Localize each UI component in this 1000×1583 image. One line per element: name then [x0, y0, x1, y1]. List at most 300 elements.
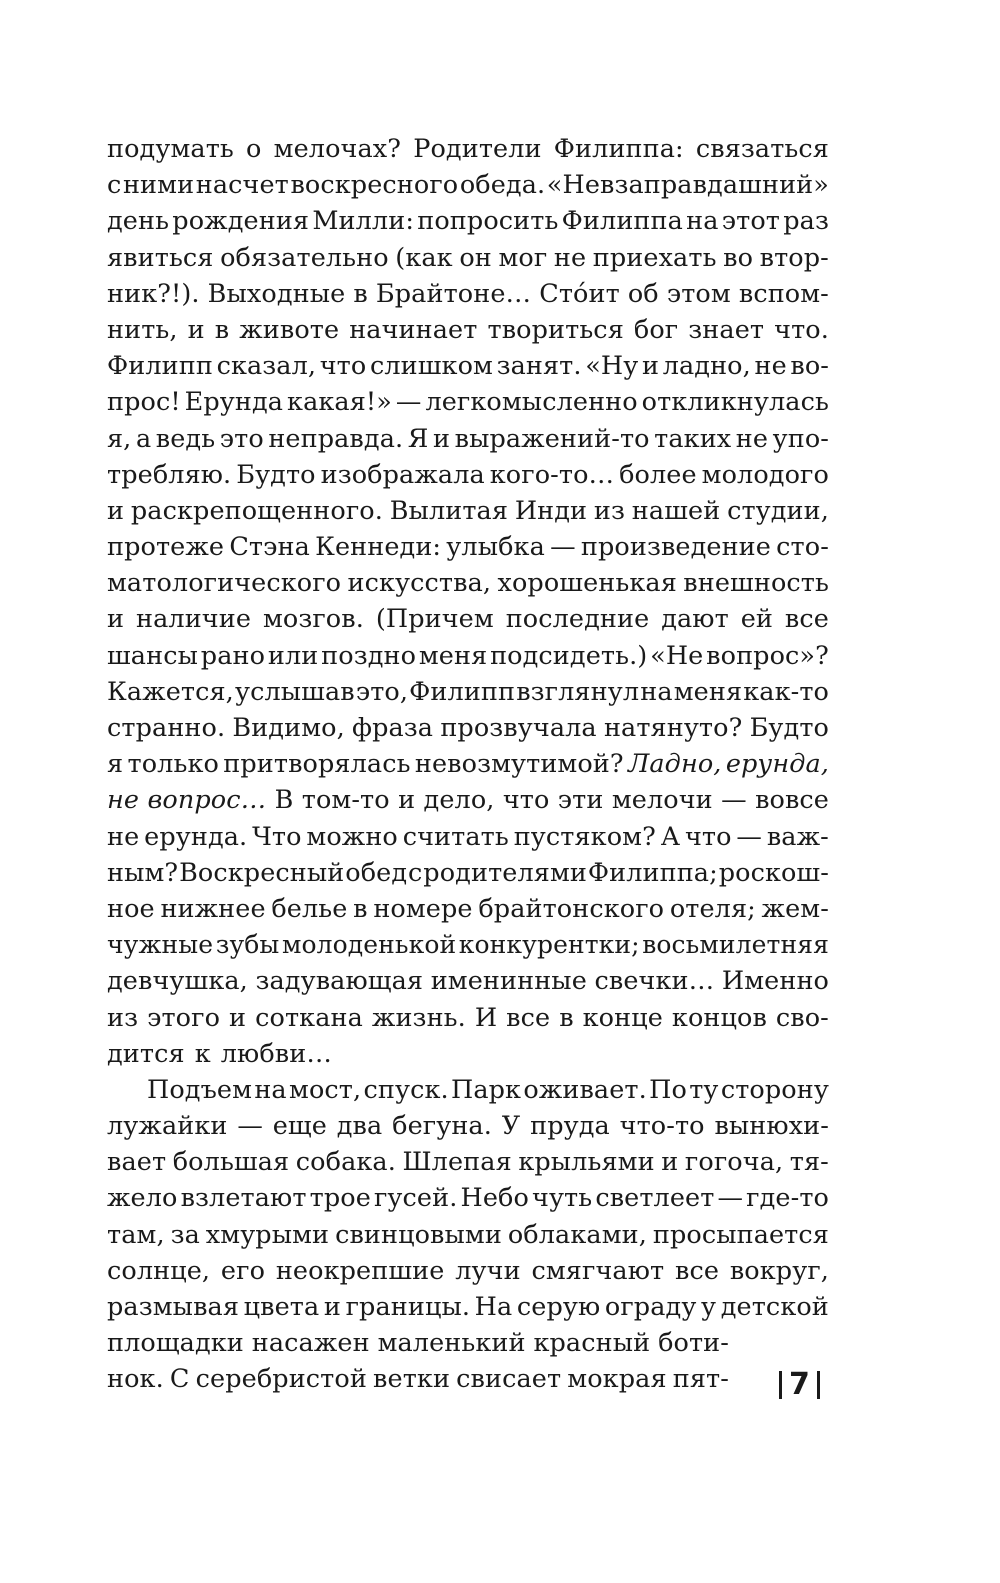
word: серую [516, 1292, 601, 1322]
word: приехать [592, 242, 717, 273]
word: что [684, 821, 732, 852]
word: слишком [369, 351, 493, 382]
word: цвета [243, 1292, 320, 1322]
word: внешность [683, 568, 829, 599]
word: и [229, 1002, 247, 1033]
word: я [107, 749, 124, 780]
text-line [107, 348, 829, 384]
word: этого [147, 1002, 221, 1033]
word: Филиппа [561, 206, 683, 237]
word: важ- [766, 821, 829, 852]
word: светлеет [595, 1183, 715, 1214]
word: мокрая [567, 1364, 667, 1395]
word: связаться [695, 134, 829, 164]
italic-word: ерунда, [725, 749, 829, 780]
text-line [107, 855, 829, 891]
word: хорошенькая [497, 568, 677, 599]
text-line [107, 384, 829, 420]
word: Что [252, 821, 302, 852]
word: Сто́ит [539, 278, 620, 309]
word: выражений-то [454, 423, 650, 454]
word: улыбка [446, 532, 545, 563]
word: из [107, 1002, 139, 1033]
word: животе [239, 314, 340, 345]
word: Выходные [207, 278, 346, 309]
word: к [194, 1038, 211, 1069]
word: Именно [721, 966, 829, 997]
word: Кеннеди: [315, 532, 442, 563]
word: и [641, 351, 660, 382]
word: все [506, 1002, 551, 1033]
word: вокруг, [729, 1255, 829, 1286]
word: Подъем [147, 1074, 253, 1105]
text-line [107, 674, 829, 710]
word: В [274, 785, 294, 816]
word: — [721, 785, 747, 816]
word: начинает [349, 314, 478, 345]
word: лужайки [107, 1111, 228, 1142]
word: молоденькой [281, 930, 457, 960]
word: не [754, 351, 787, 382]
word: Ерунда [184, 387, 284, 418]
word: на [686, 206, 719, 237]
word: лучи [455, 1255, 521, 1286]
word: легкомысленно [425, 387, 638, 418]
text-line [107, 203, 829, 239]
word: фраза [352, 713, 434, 743]
word: мог [498, 242, 548, 273]
word: не [553, 242, 587, 273]
word: насажен [251, 1328, 370, 1359]
word: раз [783, 206, 829, 237]
word: за [170, 1219, 200, 1250]
word: мелочи [611, 785, 713, 816]
word: детской [720, 1292, 829, 1322]
word: восьмилетняя [642, 930, 829, 960]
word: меня [673, 676, 743, 707]
text-line [107, 1361, 729, 1397]
word: студии, [727, 495, 829, 526]
word: сто- [776, 532, 829, 563]
word: гусей. [373, 1183, 458, 1214]
word: границы. [345, 1292, 471, 1322]
word: вспом- [738, 278, 829, 309]
text-line [107, 312, 829, 348]
word: изображала [320, 459, 485, 490]
text-line [107, 529, 829, 565]
text-line [107, 167, 829, 203]
text-line [107, 1072, 829, 1108]
word: белье [271, 893, 348, 924]
word: Будто [749, 713, 829, 743]
word: вынюхи- [714, 1111, 829, 1142]
word: А [660, 821, 681, 852]
italic-word: Ладно, [628, 749, 722, 780]
word: — [550, 532, 576, 563]
word: ладно, [662, 351, 751, 382]
word: чуть [531, 1183, 593, 1214]
word: неправда. [268, 423, 404, 454]
word: дится [107, 1038, 185, 1069]
word: и [432, 423, 451, 454]
word: У [501, 1111, 521, 1142]
word: — [736, 821, 762, 852]
text-line [107, 1036, 829, 1072]
word: рождения [172, 206, 310, 237]
word: свечки… [594, 966, 715, 997]
word: любви… [220, 1038, 332, 1069]
word: солнце, [107, 1255, 211, 1286]
word: и [661, 1147, 679, 1178]
word: можно [306, 821, 398, 852]
word: конце [582, 1002, 663, 1033]
word: Филипп [409, 676, 516, 707]
word: произведение [580, 532, 771, 563]
page-number [772, 1367, 827, 1403]
word: что [319, 351, 367, 382]
word: ними [122, 170, 195, 201]
text-line [107, 963, 829, 999]
word: ограду [604, 1292, 697, 1322]
word: девчушка, [107, 966, 248, 997]
word: Филипп [107, 351, 213, 382]
word: шансы [107, 640, 198, 671]
word: трое [309, 1183, 371, 1214]
word: все [675, 1255, 720, 1286]
word: жем- [761, 893, 829, 924]
word: об [627, 278, 659, 309]
text-line [107, 457, 829, 493]
word: сторону [720, 1074, 829, 1105]
word: зубы [215, 930, 280, 960]
word: услышав [234, 676, 355, 707]
word: сво- [775, 1002, 829, 1033]
text-line [107, 1325, 729, 1361]
word: и [187, 314, 205, 345]
word: брайтонского [478, 893, 665, 924]
word: притворялась [223, 749, 411, 780]
word: требляю. [107, 459, 232, 490]
word: И [474, 1002, 498, 1033]
word: бегуна. [392, 1111, 492, 1142]
word: в [214, 314, 230, 345]
word: или [267, 640, 319, 671]
word: собака. [295, 1147, 396, 1178]
word: крыльями [518, 1147, 655, 1178]
text-line [107, 1217, 829, 1253]
word: меня [418, 640, 488, 671]
word: какая!» [287, 387, 392, 418]
word: его [220, 1255, 266, 1286]
word: и [398, 785, 416, 816]
word: — [395, 387, 422, 418]
word: том-то [301, 785, 390, 816]
word: красный [533, 1328, 651, 1359]
word: дело, [423, 785, 495, 816]
word: странно. [107, 713, 226, 743]
word: наличие [136, 604, 252, 635]
text-line [107, 891, 829, 927]
text-line [107, 1144, 829, 1180]
word: не [735, 423, 769, 454]
word: втор- [759, 242, 829, 273]
word: смягчают [531, 1255, 665, 1286]
word: задувающая [255, 966, 424, 997]
word: этот [721, 206, 781, 237]
word: что. [774, 314, 829, 345]
word: пят- [672, 1364, 729, 1395]
word: как-то [743, 676, 829, 707]
word: сказал, [216, 351, 317, 382]
word: с [107, 170, 122, 201]
word: хмурыми [205, 1219, 330, 1250]
word: в [353, 278, 368, 309]
body-text [107, 131, 829, 1398]
word: молодого [701, 459, 829, 490]
word: По [649, 1074, 687, 1105]
word: большая [172, 1147, 290, 1178]
word: Инди [514, 495, 588, 526]
word: спуск. [363, 1074, 449, 1105]
word: свисает [456, 1364, 562, 1395]
text-line [107, 601, 829, 637]
word: тя- [789, 1147, 829, 1178]
word: Парк [450, 1074, 522, 1105]
word: с [408, 857, 423, 888]
word: Кажется, [107, 676, 234, 707]
word: ведь [155, 423, 216, 454]
text-line [107, 1289, 829, 1325]
word: явиться [107, 242, 214, 273]
word: на [640, 676, 673, 707]
word: «Невзаправдашний» [546, 170, 829, 201]
word: дают [661, 604, 729, 635]
word: упо- [772, 423, 829, 454]
word: Будто [236, 459, 316, 490]
word: ветки [373, 1364, 451, 1395]
text-line [107, 1108, 829, 1144]
word: твориться [487, 314, 624, 345]
word: два [336, 1111, 383, 1142]
word: неокрепшие [275, 1255, 445, 1286]
word: Небо [460, 1183, 529, 1214]
word: Вылитая [389, 495, 509, 526]
word: «Ну [585, 351, 639, 382]
word: мозгов. [262, 604, 364, 635]
word: на [254, 1074, 287, 1105]
word: знает [688, 314, 765, 345]
word: обед [345, 857, 408, 888]
word: этом [666, 278, 731, 309]
word: матологического [107, 568, 342, 599]
word: эти [557, 785, 604, 816]
word: это, [355, 676, 409, 707]
text-line [107, 710, 829, 746]
page-number-value: 7 [789, 1367, 810, 1402]
word: пустяком? [513, 821, 656, 852]
word: нить, [107, 314, 178, 345]
word: Родители [413, 134, 542, 164]
word: поздно [321, 640, 417, 671]
word: занят. [496, 351, 582, 382]
word: (Причем [375, 604, 494, 635]
word: искусства, [347, 568, 492, 599]
word: мелочах? [273, 134, 402, 164]
word: нижнее [160, 893, 266, 924]
word: чужные [107, 930, 214, 960]
word: ное [107, 893, 155, 924]
word: насчет [195, 170, 289, 201]
word: а [135, 423, 152, 454]
word: свинцовыми [335, 1219, 502, 1250]
word: Шлепая [402, 1147, 512, 1178]
word: вовсе [755, 785, 829, 816]
word: соткана [255, 1002, 363, 1033]
text-line [107, 131, 829, 167]
word: там, [107, 1219, 165, 1250]
word: ерунда. [144, 821, 248, 852]
word: рано [200, 640, 266, 671]
word: еще [272, 1111, 327, 1142]
word: во [723, 242, 754, 273]
word: ным? [107, 857, 179, 888]
text-line [107, 746, 829, 782]
word: (как [395, 242, 453, 273]
word: Я [407, 423, 429, 454]
word: я, [107, 423, 132, 454]
word: во- [790, 351, 829, 382]
word: в [559, 1002, 574, 1033]
word: откликнулась [641, 387, 829, 418]
word: С [169, 1364, 190, 1395]
word: «Не [650, 640, 704, 671]
word: протеже [107, 532, 225, 563]
word: На [474, 1292, 513, 1322]
word: день [107, 206, 170, 237]
text-line [107, 565, 829, 601]
word: о [246, 134, 262, 164]
word: жизнь. [371, 1002, 466, 1033]
word: и [323, 1292, 341, 1322]
word: что [502, 785, 550, 816]
word: площадки [107, 1328, 244, 1359]
word: Филиппа: [553, 134, 684, 164]
word: прос! [107, 387, 181, 418]
word: концов [671, 1002, 767, 1033]
text-line [107, 638, 829, 674]
text-line [107, 782, 829, 818]
word: Милли: [312, 206, 415, 237]
word: ник?!). [107, 278, 200, 309]
word: он [459, 242, 492, 273]
word: только [127, 749, 219, 780]
word: где-то [746, 1183, 829, 1214]
text-line [107, 1253, 829, 1289]
word: вопрос»? [706, 640, 829, 671]
word: что-то [619, 1111, 705, 1142]
word: из [593, 495, 626, 526]
page-number-left-bar [779, 1371, 782, 1399]
word: вает [107, 1147, 167, 1178]
word: попросить [417, 206, 559, 237]
word: таких [654, 423, 732, 454]
word: более [619, 459, 697, 490]
word: пруда [530, 1111, 610, 1142]
word: облаками, [507, 1219, 647, 1250]
word: Видимо, [232, 713, 345, 743]
text-line [107, 240, 829, 276]
word: бог [633, 314, 679, 345]
word: оживает. [523, 1074, 647, 1105]
word: обязательно [220, 242, 389, 273]
word: Филиппа; [587, 857, 718, 888]
word: отеля; [669, 893, 756, 924]
word: кого-то… [489, 459, 615, 490]
word: Стэна [229, 532, 310, 563]
word: — [237, 1111, 263, 1142]
word: у [701, 1292, 717, 1322]
text-line [107, 276, 829, 312]
word: и [107, 495, 125, 526]
word: прозвучала [440, 713, 597, 743]
word: ей [740, 604, 774, 635]
word: Брайтоне… [375, 278, 532, 309]
word: нок. [107, 1364, 164, 1395]
word: считать [402, 821, 509, 852]
word: нашей [631, 495, 721, 526]
word: просыпается [652, 1219, 829, 1250]
word: натянуто? [603, 713, 743, 743]
word: взглянул [516, 676, 640, 707]
text-line [107, 421, 829, 457]
word: родителями [423, 857, 587, 888]
word: ту [689, 1074, 719, 1105]
word: маленький [377, 1328, 526, 1359]
word: подумать [107, 134, 234, 164]
word: и [107, 604, 125, 635]
word: воскресного [290, 170, 459, 201]
word: Воскресный [179, 857, 345, 888]
word: подсидеть.) [490, 640, 648, 671]
text-line [107, 927, 829, 963]
text-line [107, 1000, 829, 1036]
word: конкурентки; [458, 930, 640, 960]
page-number-right-bar [817, 1371, 820, 1399]
word: — [717, 1183, 744, 1214]
italic-word: не [107, 785, 140, 816]
word: жело [107, 1183, 178, 1214]
text-line [107, 819, 829, 855]
word: невозмутимой? [414, 749, 624, 780]
word: именинные [430, 966, 587, 997]
text-line [107, 493, 829, 529]
word: боти- [658, 1328, 729, 1359]
italic-word: вопрос… [147, 785, 267, 816]
word: это [219, 423, 264, 454]
word: роскош- [718, 857, 829, 888]
word: все [784, 604, 829, 635]
word: обеда. [459, 170, 546, 201]
word: раскрепощенного. [130, 495, 383, 526]
word: размывая [107, 1292, 240, 1322]
text-line [107, 1180, 829, 1216]
word: последние [505, 604, 650, 635]
word: мост, [289, 1074, 362, 1105]
word: не [107, 821, 140, 852]
word: серебристой [195, 1364, 367, 1395]
word: взлетают [180, 1183, 307, 1214]
word: в [353, 893, 368, 924]
